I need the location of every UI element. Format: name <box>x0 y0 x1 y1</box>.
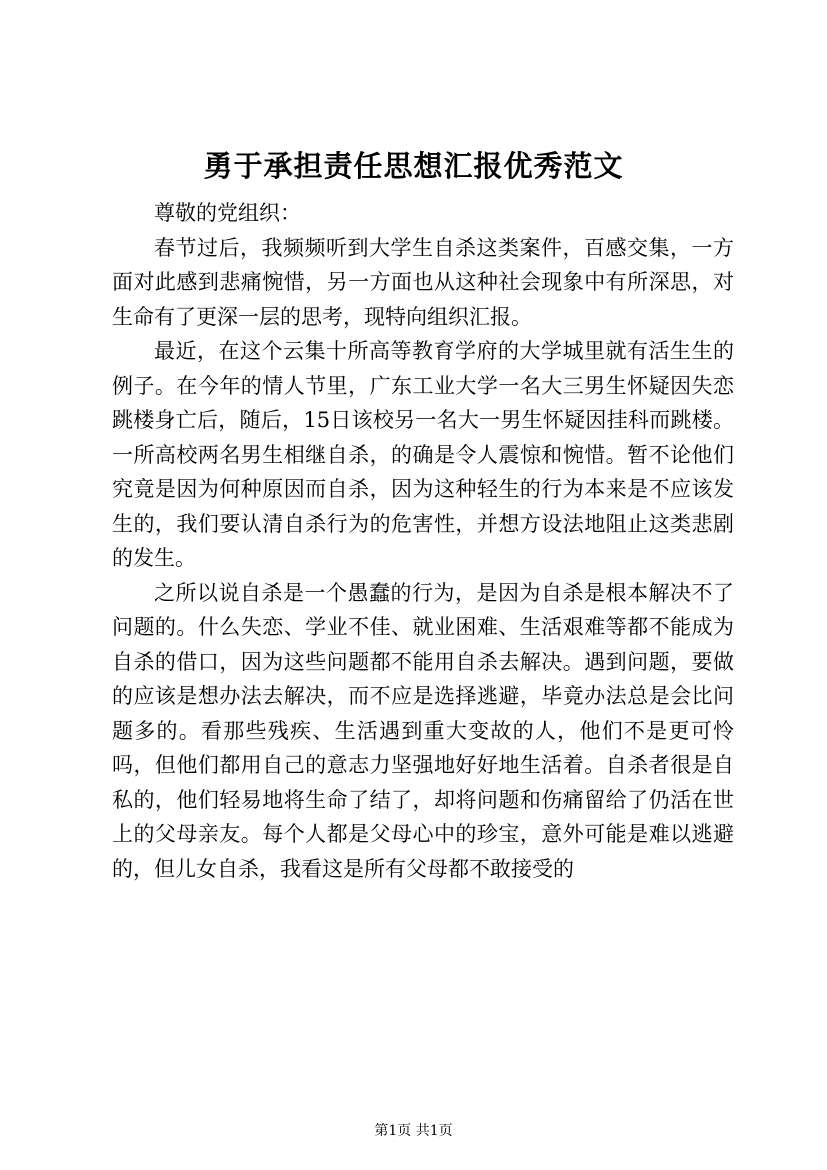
page-footer: 第1页 共1页 <box>374 1123 453 1139</box>
salutation: 尊敬的党组织： <box>154 201 301 225</box>
paragraph-2: 最近，在这个云集十所高等教育学府的大学城里就有活生生的例子。在今年的情人节里，广东工业大学一名大三男生怀疑因失恋跳楼身亡后，随后，15日该校另一名大一男生怀疑因挂科而跳楼。一所高校两名男生相继自杀，的确是令人震惊和惋惜。暂不论他们究竟是因为何种原因而自杀，因为这种轻生的行为本来是不应该发生的，我们要认清自杀行为的危害性，并想方设法地阻止这类悲剧的发生。 <box>112 339 734 570</box>
paragraph-3: 之所以说自杀是一个愚蠢的行为，是因为自杀是根本解决不了问题的。什么失恋、学业不佳、就业困难、生活艰难等都不能成为自杀的借口，因为这些问题都不能用自杀去解决。遇到问题，要做的应该是想办法去解决，而不应是选择逃避，毕竟办法总是会比问题多的。看那些残疾、生活遇到重大变故的人，他们不是更可怜吗，但他们都用自己的意志力坚强地好好地生活着。自杀者很是自私的，他们轻易地将生命了结了，却将问题和伤痛留给了仍活在世上的父母亲友。每个人都是父母心中的珍宝，意外可能是难以逃避的，但儿女自杀，我看这是所有父母都不敢接受的 <box>112 580 734 881</box>
document-body <box>112 196 734 886</box>
document-title: 勇于承担责任思想汇报优秀范文 <box>203 149 624 183</box>
paragraph-1: 春节过后，我频频听到大学生自杀这类案件，百感交集，一方面对此感到悲痛惋惜，另一方面也从这种社会现象中有所深思，对生命有了更深一层的思考，现特向组织汇报。 <box>112 235 734 329</box>
